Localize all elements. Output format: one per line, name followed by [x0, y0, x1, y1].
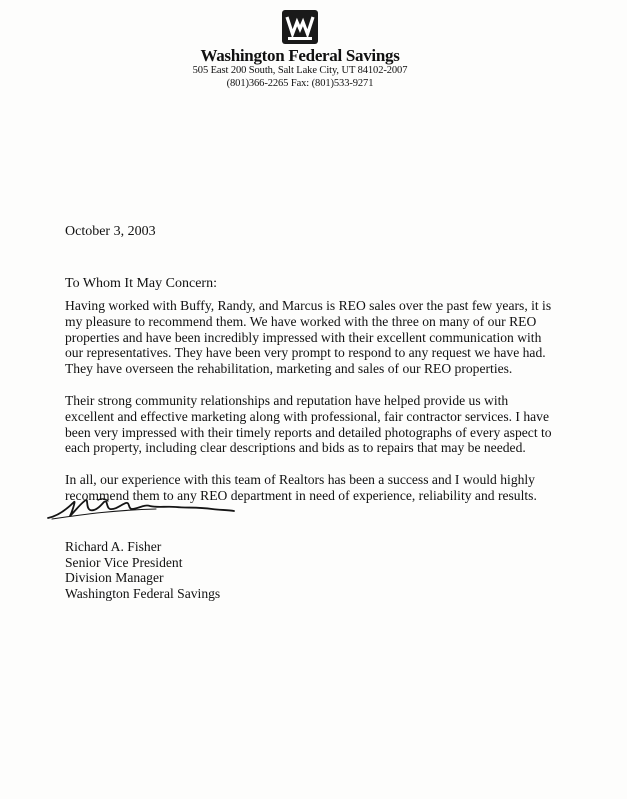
body-line: excellent and effective marketing along with professional, fair contractor services. I have	[65, 408, 550, 424]
body-line: properties and have been incredibly impressed with their excellent communication with	[65, 329, 542, 345]
signer-title: Senior Vice President	[65, 554, 183, 570]
body-line: recommend them to any REO department in need of experience, reliability and results.	[65, 487, 537, 503]
body-paragraph	[65, 393, 613, 456]
letterhead-phone-fax: (801)366-2265 Fax: (801)533-9271	[226, 77, 374, 89]
body-line: Having worked with Buffy, Randy, and Marcus is REO sales over the past few years, it is	[65, 298, 552, 313]
body-line: our representatives. They have been very prompt to respond to any request we have had.	[65, 345, 546, 361]
signature-block	[65, 539, 220, 601]
letter-body	[65, 298, 613, 520]
letter-salutation: To Whom It May Concern:	[65, 276, 217, 291]
letter-date: October 3, 2003	[65, 224, 156, 239]
signer-role: Division Manager	[65, 570, 164, 585]
body-line: In all, our experience with this team of Realtors has been a success and I would highly	[65, 472, 535, 488]
letterhead-address: 505 East 200 South, Salt Lake City, UT 84102-2007	[192, 65, 408, 76]
body-line: my pleasure to recommend them. We have worked with the three on many of our REO	[65, 313, 537, 329]
letterhead	[150, 47, 450, 90]
body-line: each property, including clear descriptions and bids as to repairs that may be needed.	[65, 440, 526, 456]
signer-company: Washington Federal Savings	[65, 585, 221, 601]
body-paragraph	[65, 298, 613, 377]
signer-name: Richard A. Fisher	[65, 539, 162, 554]
body-line: They have overseen the rehabilitation, marketing and sales of our REO properties.	[65, 361, 513, 377]
body-line: been very impressed with their timely reports and detailed photographs of every aspect to	[65, 424, 552, 440]
handwritten-signature	[46, 490, 236, 524]
body-line: Their strong community relationships and reputation have helped provide us with	[65, 392, 509, 408]
washington-federal-logo-icon	[282, 10, 318, 44]
letterhead-org-name: Washington Federal Savings	[200, 46, 400, 65]
